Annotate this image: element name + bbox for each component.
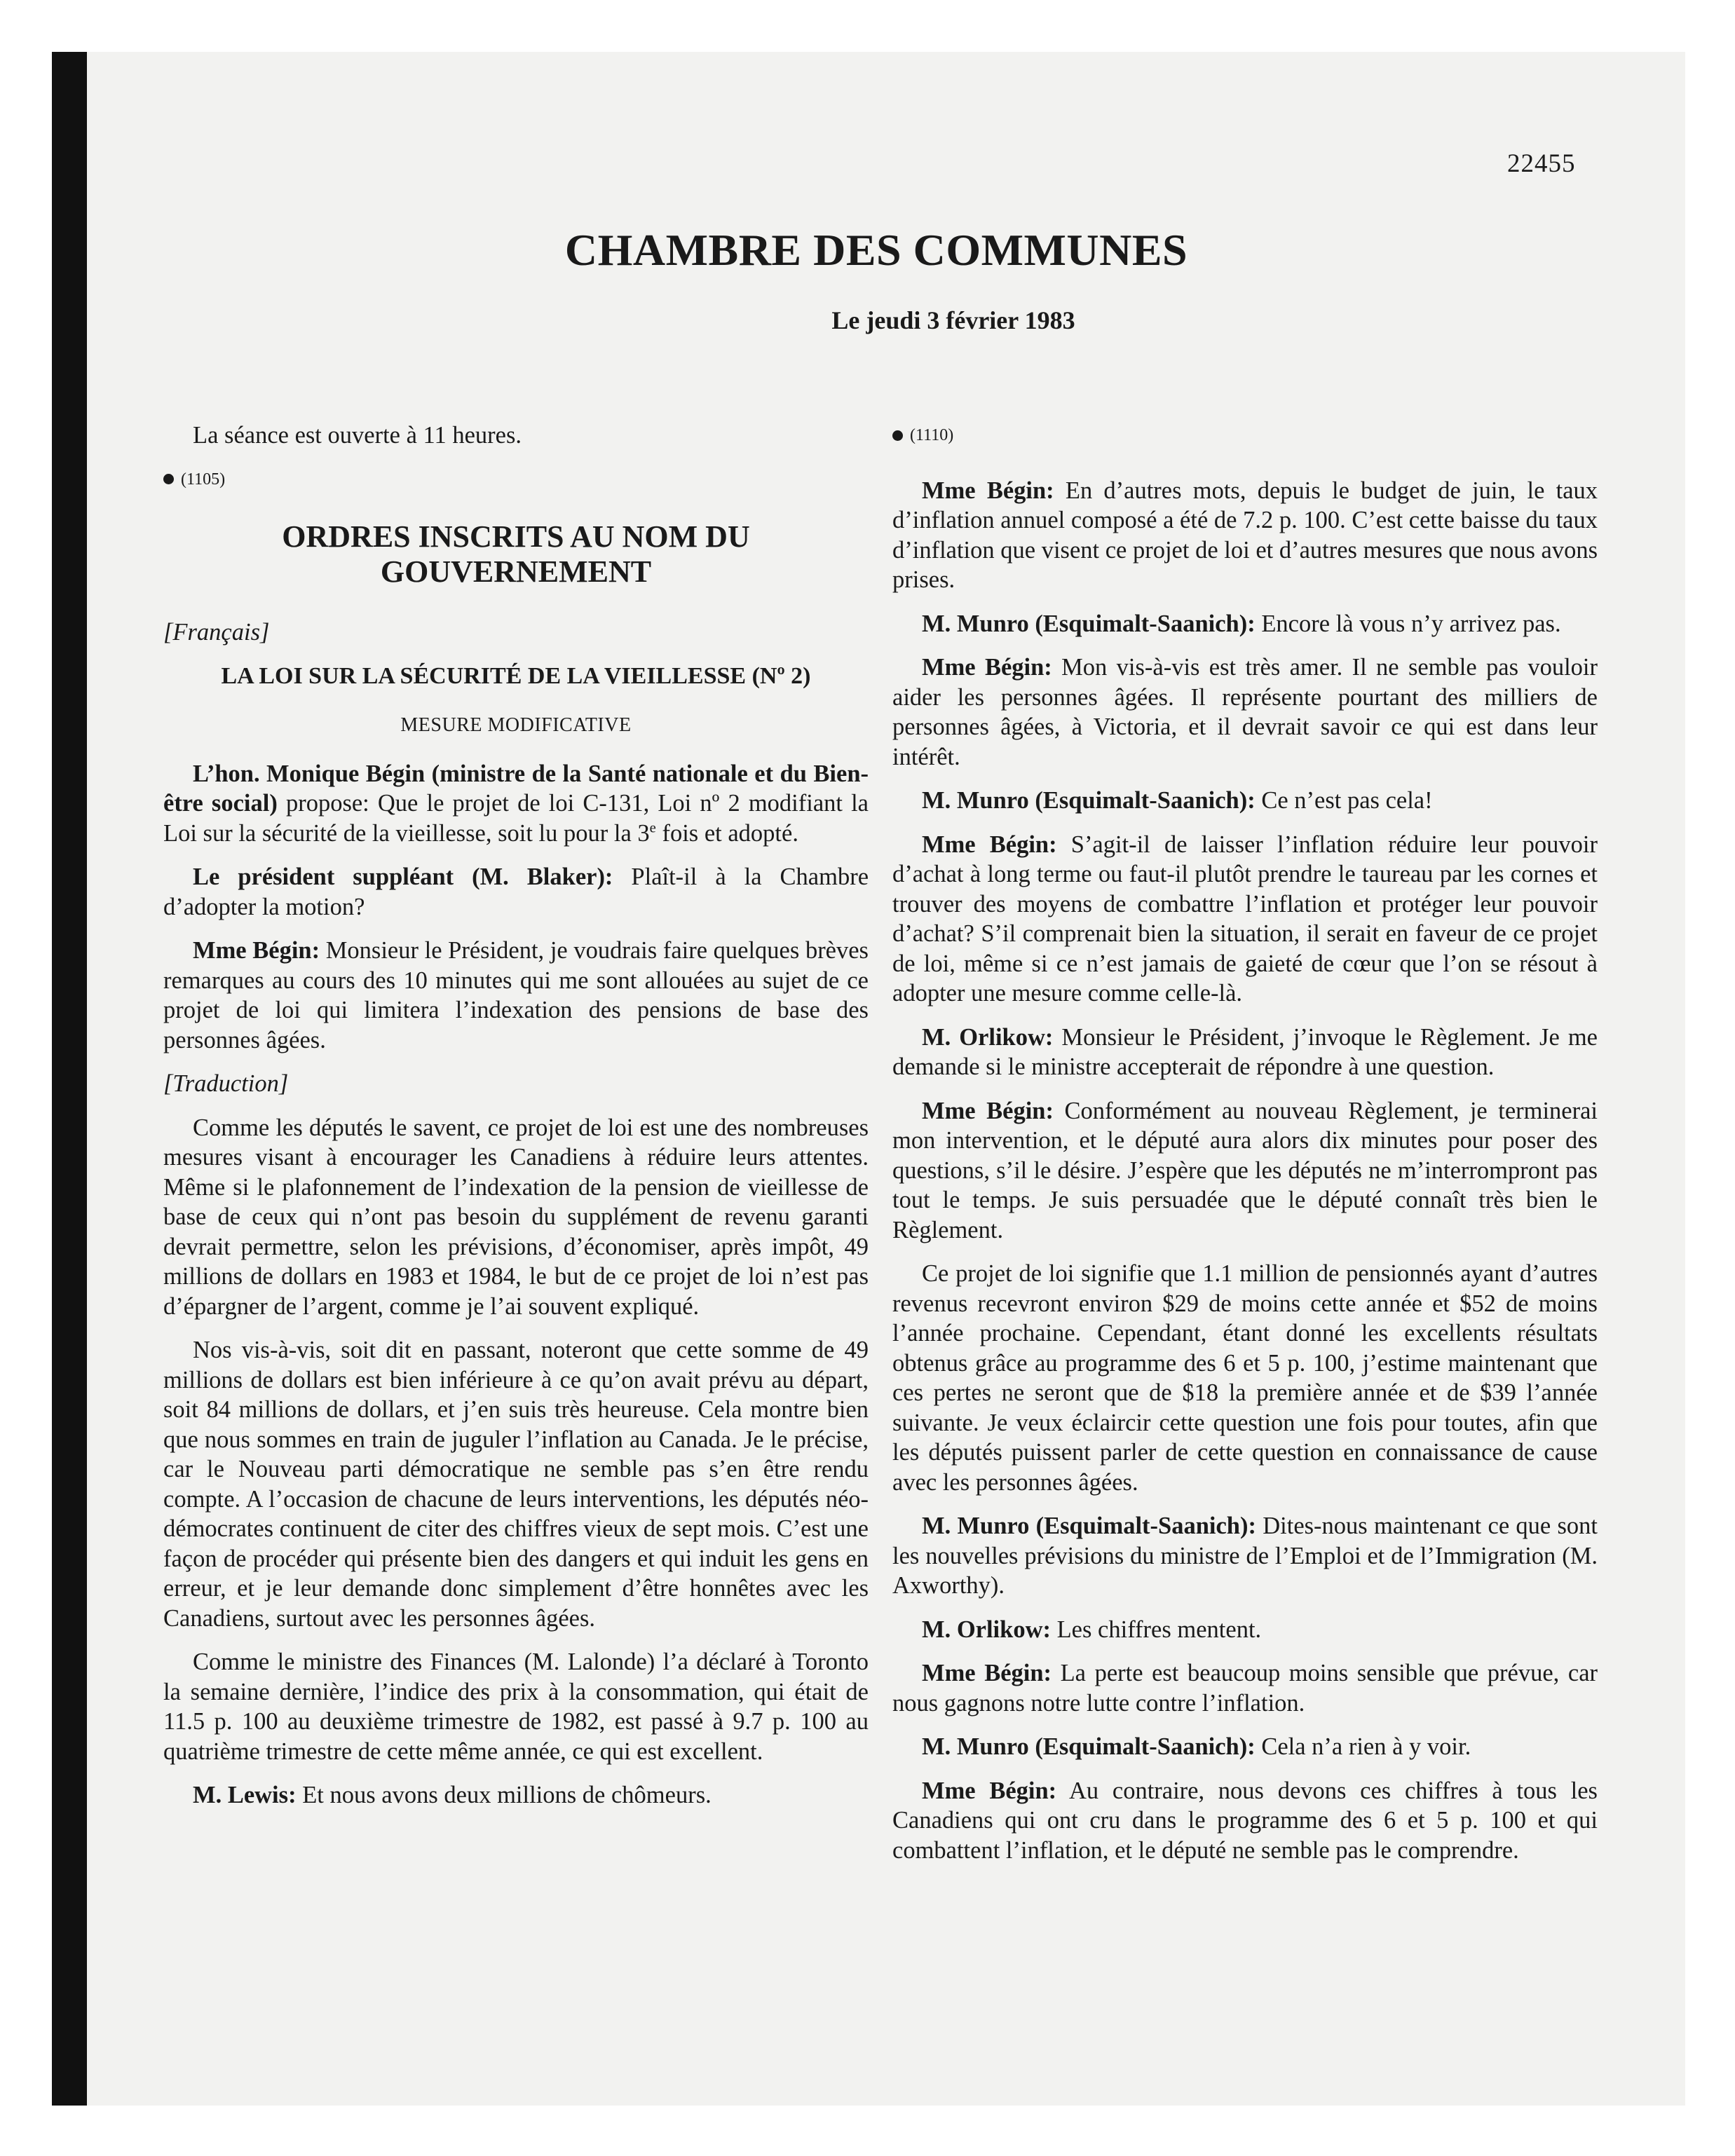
speech-paragraph xyxy=(163,1780,869,1810)
speech-paragraph xyxy=(892,830,1598,1009)
speech-paragraph: Comme le ministre des Finances (M. Lalonde) l’a déclaré à Toronto la semaine dernière, l’indice des prix à la consommation, qui était de 11.5 p. 100 au deuxième trimestre de 1982, est passé à 9.7 p. 100 au quatrième trimestre de cette même année, ce qui est excellent. xyxy=(163,1649,869,1765)
speaker-name: M. Munro (Esquimalt-Saanich): xyxy=(922,610,1256,637)
sitting-opening: La séance est ouverte à 11 heures. xyxy=(193,422,522,449)
speaker-name: Mme Bégin: xyxy=(922,1777,1057,1804)
speech-paragraph: Nos vis-à-vis, soit dit en passant, noteront que cette somme de 49 millions de dollars est bien inférieure à ce qu’on avait prévu au départ, soit 84 millions de dollars, et j’en suis très heureuse. Cela montre bien que nous sommes en train de juguler l’inflation au Canada. Je le précise, car le Nouveau parti démocratique ne semble pas s’en être rendu compte. A l’occasion de chacune de leurs interventions, les députés néo-démocrates continuent de citer des chiffres vieux de sept mois. C’est une façon de procéder qui présente bien des dangers et qui induit les gens en erreur, et je leur demande donc simplement d’être honnêtes avec les Canadiens, surtout avec les personnes âgées. xyxy=(163,1337,869,1632)
timestamp-text: (1110) xyxy=(910,426,954,444)
speaker-name: M. Orlikow: xyxy=(922,1616,1051,1643)
speech-paragraph xyxy=(892,1732,1598,1762)
language-marker: [Français] xyxy=(163,619,270,646)
speech-text: Et nous avons deux millions de chômeurs. xyxy=(296,1782,712,1808)
speaker-name: M. Munro (Esquimalt-Saanich): xyxy=(922,1733,1256,1760)
speech-text: En d’autres mots, depuis le budget de juin, le taux d’inflation annuel composé a été de 7.2 p. 100. C’est cette baisse du taux d’inflation que visent ce projet de loi et d’autres mesures que nous avons prises. xyxy=(892,477,1598,593)
page-number: 22455 xyxy=(1507,149,1576,178)
speaker-name: M. Lewis: xyxy=(193,1782,297,1808)
bullet-icon xyxy=(163,474,174,484)
sitting-date: Le jeudi 3 février 1983 xyxy=(831,306,1075,334)
timestamp-marker xyxy=(892,421,1598,451)
speech-text: fois et adopté. xyxy=(655,819,798,847)
speech-paragraph xyxy=(163,862,869,922)
left-column xyxy=(163,421,869,1824)
bill-title: LA LOI SUR LA SÉCURITÉ DE LA VIEILLESSE (Nº 2) xyxy=(221,662,811,689)
speech-paragraph xyxy=(892,1096,1598,1246)
subheading: MESURE MODIFICATIVE xyxy=(400,714,632,736)
speech-text: Au contraire, nous devons ces chiffres à tous les Canadiens qui ont cru dans le programme des 6 et 5 p. 100 et qui combattent l’inflation, et le député ne semble pas le comprendre. xyxy=(892,1777,1598,1864)
speech-text: Cela n’a rien à y voir. xyxy=(1255,1733,1471,1760)
speech-paragraph xyxy=(892,1511,1598,1601)
speech-paragraph: Comme les députés le savent, ce projet de loi est une des nombreuses mesures visant à encourager les Canadiens à réduire leurs attentes. Même si le plafonnement de l’indexation de la pension de vieillesse de base de ceux qui n’ont pas besoin du supplément de revenu garanti devrait permettre, selon les prévisions, d’économiser, après impôt, 49 millions de dollars en 1983 et 1984, le but de ce projet de loi n’est pas d’épargner de l’argent, comme je l’ai souvent expliqué. xyxy=(163,1114,869,1320)
speaker-name: M. Orlikow: xyxy=(922,1023,1054,1051)
speech-text: Plaît-il à la Chambre d’adopter la motion? xyxy=(163,864,869,920)
speech-text: propose: Que le projet de loi C-131, Loi nº 2 modifiant la Loi sur la sécurité de la vieillesse, soit lu pour la 3 xyxy=(163,790,869,847)
speech-text: S’agit-il de laisser l’inflation réduire leur pouvoir d’achat à long terme ou faut-il plutôt prendre le taureau par les cornes et trouver des moyens de combattre l’inflation et protéger leur pouvoir d’achat? S’il comprenait bien la situation, il serait en faveur de ce projet de loi, même si ce n’est jamais de gaieté de cœur que l’on se résout à adopter une mesure comme celle-là. xyxy=(892,831,1598,1007)
speech-paragraph xyxy=(892,476,1598,595)
speech-paragraph: Ce projet de loi signifie que 1.1 million de pensionnés ayant d’autres revenus recevront environ $29 de moins cette année et $52 de moins l’année prochaine. Cependant, étant donné les excellents résultats obtenus grâce au programme des 6 et 5 p. 100, j’estime maintenant que ces pertes ne seront que de $18 la première année et de $39 l’année suivante. Je veux éclaircir cette question une fois pour toutes, afin que les députés puissent parler de cette question en connaissance de cause avec les personnes âgées. xyxy=(892,1260,1598,1496)
speech-text: Monsieur le Président, j’invoque le Règlement. Je me demande si le ministre accepterait de répondre à une question. xyxy=(892,1023,1598,1080)
ordinal-superscript: e xyxy=(649,820,656,835)
speaker-name: M. Munro (Esquimalt-Saanich): xyxy=(922,1513,1256,1539)
speech-text: Ce n’est pas cela! xyxy=(1255,787,1433,814)
speech-text: Mon vis-à-vis est très amer. Il ne semble pas vouloir aider les personnes âgées. Il représente pourtant des milliers de personnes âgées, à Victoria, et il devrait savoir ce qui est dans leur intérêt. xyxy=(892,654,1598,770)
speech-text: Monsieur le Président, je voudrais faire quelques brèves remarques au cours des 10 minutes qui me sont allouées au sujet de ce projet de loi qui limitera l’indexation des pensions de base des personnes âgées. xyxy=(163,937,869,1053)
scan-edge-bar xyxy=(52,52,87,2106)
speech-text: Encore là vous n’y arrivez pas. xyxy=(1255,610,1561,637)
speech-paragraph xyxy=(163,759,869,849)
speaker-name: Mme Bégin: xyxy=(922,831,1057,858)
speech-paragraph xyxy=(892,653,1598,772)
speaker-name: Mme Bégin: xyxy=(922,654,1052,681)
right-column xyxy=(892,421,1598,1879)
speaker-name: M. Munro (Esquimalt-Saanich): xyxy=(922,787,1256,814)
speech-paragraph xyxy=(892,609,1598,639)
speech-paragraph xyxy=(892,1615,1598,1645)
timestamp-marker xyxy=(163,465,869,495)
section-heading: ORDRES INSCRITS AU NOM DU GOUVERNEMENT xyxy=(282,519,750,589)
speech-paragraph xyxy=(892,1023,1598,1082)
bullet-icon xyxy=(892,430,903,441)
page-title: CHAMBRE DES COMMUNES xyxy=(564,225,1188,275)
speaker-name: Mme Bégin: xyxy=(922,477,1054,504)
speech-text: Dites-nous maintenant ce que sont les nouvelles prévisions du ministre de l’Emploi et de l’Immigration (M. Axworthy). xyxy=(892,1513,1598,1599)
timestamp-text: (1105) xyxy=(181,470,226,489)
speaker-name: Mme Bégin: xyxy=(922,1097,1054,1124)
speech-paragraph xyxy=(892,1658,1598,1718)
speaker-name: L’hon. Monique Bégin (ministre de la Santé nationale et du Bien-être social) xyxy=(163,760,869,817)
speech-paragraph xyxy=(892,786,1598,816)
language-marker: [Traduction] xyxy=(163,1070,289,1097)
speaker-name: Le président suppléant (M. Blaker): xyxy=(193,864,613,890)
speech-paragraph xyxy=(163,936,869,1055)
speech-text: Les chiffres mentent. xyxy=(1050,1616,1262,1643)
speech-text: Conformément au nouveau Règlement, je terminerai mon intervention, et le député aura alors dix minutes pour poser des questions, s’il le désire. J’espère que les députés ne m’interrompront pas tout le temps. Je suis persuadée que le député connaît très bien le Règlement. xyxy=(892,1097,1598,1243)
speaker-name: Mme Bégin: xyxy=(922,1660,1052,1686)
speech-paragraph xyxy=(892,1776,1598,1866)
speaker-name: Mme Bégin: xyxy=(193,937,320,964)
speech-text: La perte est beaucoup moins sensible que prévue, car nous gagnons notre lutte contre l’inflation. xyxy=(892,1660,1598,1717)
